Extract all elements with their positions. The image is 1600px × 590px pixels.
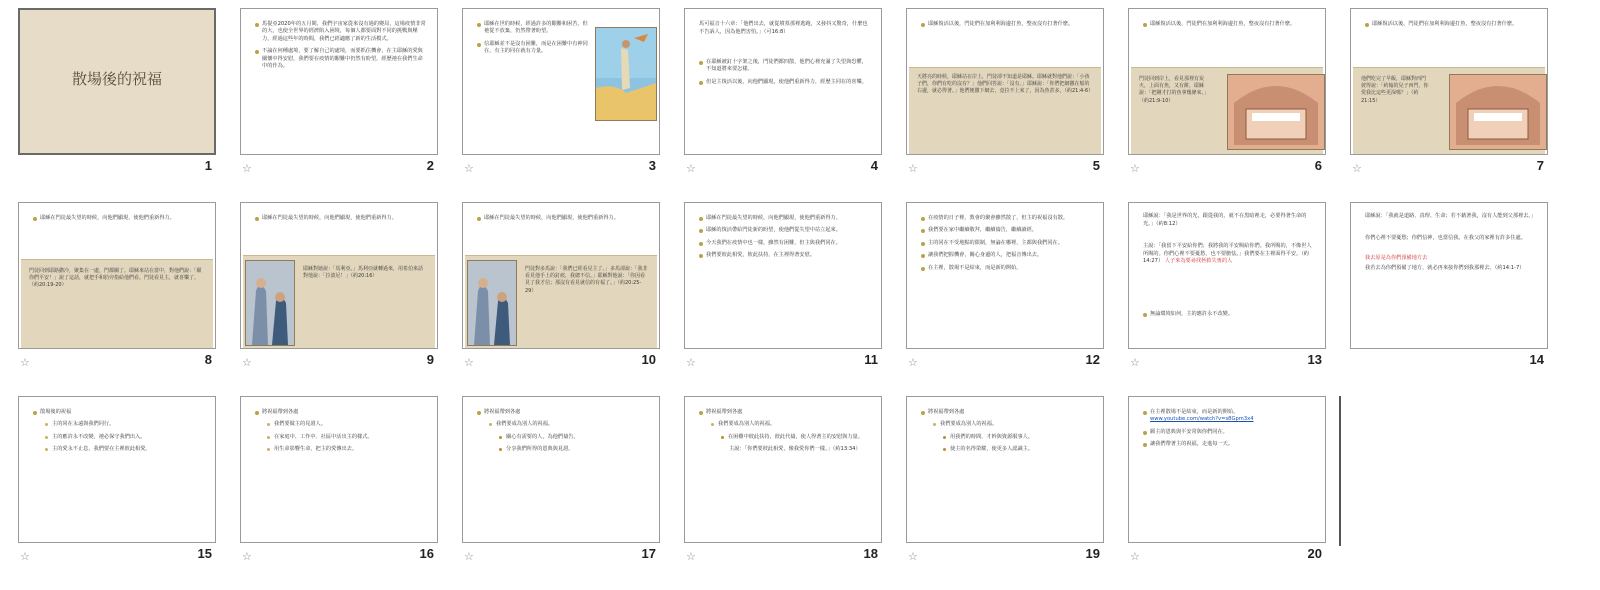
slide-number: 12 [1085,352,1100,367]
transition-star-icon[interactable]: ☆ [242,356,252,369]
slide-text: 耶穌說：「我是世界的光，跟從我的，就不在黑暗裡走，必要得著生命的光。」（約8:12） [1143,213,1307,227]
sub-bullet-text: 分享我們所得的恩典與見證。 [499,446,649,453]
mary-and-jesus-illustration [245,260,295,346]
bullet-text: 但是主復活以後，向他們顯現，使他們重新得力，經歷主同在的喜樂。 [699,79,871,86]
transition-star-icon[interactable]: ☆ [464,356,474,369]
bullet-text: 將祝福帶到各處 [477,409,649,416]
slide-preview[interactable] [684,396,882,543]
sub-bullet-text: 使主的名得榮耀，使更多人認識主。 [943,446,1093,453]
bullet-text: 耶穌在門徒最失望的時候，向他們顯現，使他們重新得力。 [477,215,649,222]
transition-star-icon[interactable]: ☆ [908,162,918,175]
bullet-text: 耶穌復活以後，門徒們在加利利海邊打魚，整夜沒有打著什麼。 [1143,21,1315,28]
slide-preview[interactable] [906,396,1104,543]
transition-star-icon[interactable]: ☆ [20,356,30,369]
slide-preview[interactable] [684,202,882,349]
scripture-text: 天將亮的時候，耶穌站在岸上，門徒卻不知道是耶穌。耶穌就對他們說：「小孩子們，你們有吃的沒有？」他們回答說：「沒有。」耶穌說：「你們把網撒在船的右邊，就必得著。」他們便撒下網去，竟拉不上來了，因為魚甚多。（約21:4-6） [917,74,1094,95]
slide-number: 10 [641,352,656,367]
scripture-text: 他們吃完了早飯，耶穌對西門彼得說：「約翰的兒子西門，你愛我比這些更深嗎？」（約21:15） [1361,76,1429,104]
video-link[interactable]: www.youtube.com/watch?v=s8Gpm3x4 [1150,416,1254,423]
slide-thumbnail-4[interactable] [684,8,882,196]
bullet-text: 將祝福帶到各處 [921,409,1093,416]
sub-bullet-text: 關心有需要的人，為他們禱告。 [499,434,649,441]
slide-number: 2 [426,158,434,173]
slide-number: 1 [204,158,212,173]
slide-text: 你們心裡不要憂愁；你們信神，也當信我。在我父的家裡有許多住處。 [1365,235,1526,241]
slide-text: 耶穌說：「我就是道路、真理、生命；若不藉著我，沒有人能到父那裡去。」 [1365,213,1537,219]
slide-thumbnail-9[interactable] [240,202,438,390]
scripture-text: 門徒回到耶路撒冷，聚集在一處，門都關了。耶穌來站在當中，對他們說：「願你們平安！」說了這話，就把手和肋旁指給他們看。門徒看見主，就喜樂了。（約20:19-20） [29,268,202,289]
slide-number: 5 [1092,158,1100,173]
bullet-text: 在主裡散場不是結束，而是新的開始。 www.youtube.com/watch?v=s8Gpm3x4 [1143,409,1315,424]
bullet-text: 我們要彼此相愛，彼此扶持，在主裡得著安慰。 [699,252,871,259]
bullet-text: 主的同在不受地點的限制，無論在哪裡，主都與我們同在。 [921,240,1093,247]
bullet-text: 耶穌復活以後，門徒們在加利利海邊打魚，整夜沒有打著什麼。 [921,21,1093,28]
slide-number: 18 [863,546,878,561]
sub-bullet-text: 主的同在永遠與我們同行。 [45,421,205,428]
slide-text: 馬可福音十六章：「他們出去，就從墳墓那裡逃跑，又發抖又驚奇，什麼也不告訴人，因為他們害怕。」（可16:8） [699,21,868,35]
slide-text: 我若去為你們預備了地方，就必再來接你們到我那裡去。（約14:1-7） [1365,265,1525,271]
slide-thumbnail-17[interactable] [462,396,660,584]
slide-title: 散場後的祝福 [71,70,162,88]
bullet-text: 耶穌在世的時候，經過許多的艱難和困苦，但祂從不放棄，仍然帶著盼望。 [477,21,589,36]
transition-star-icon[interactable]: ☆ [686,550,696,563]
scripture-text: 門徒對多馬說：「我們已經看見主了。」多馬卻說：「我非看見他手上的釘痕，我總不信。」耶穌對他說：「你因看見了我才信；那沒有看見就信的有福了。」（約20:25-29） [525,266,648,294]
sub-bullet-text: 我們要做主的見證人。 [267,421,427,428]
slide-thumbnail-18[interactable] [684,396,882,584]
slide-preview[interactable] [1350,8,1548,155]
sub-bullet-text: 主的愛永不止息，我們要在主裡彼此相愛。 [45,446,205,453]
scripture-box [909,67,1101,154]
bullet-text: 在疫情的日子裡，教會的聚會雖然散了，但主的祝福沒有散。 [921,215,1093,222]
transition-star-icon[interactable]: ☆ [1130,550,1140,563]
slide-number: 11 [864,352,878,367]
sub-bullet-text: 我們要成為別人的祝福。 [711,421,871,428]
bullet-text: 願主的恩典與平安常與你們同在。 [1143,429,1315,436]
slide-preview[interactable] [462,396,660,543]
bullet-text: 耶穌在門徒最失望的時候，向他們顯現，使他們重新得力。 [33,215,205,222]
scripture-box [243,255,435,348]
sub-bullet-text: 用生命影響生命，把主的愛傳出去。 [267,446,427,453]
transition-star-icon[interactable]: ☆ [686,356,696,369]
slide-thumbnail-16[interactable] [240,396,438,584]
slide-thumbnail-12[interactable] [906,202,1104,390]
slide-number: 9 [426,352,434,367]
transition-star-icon[interactable]: ☆ [686,162,696,175]
slide-text: 主說：「我留下平安給你們；我將我的平安賜給你們。我所賜的，不像世人所賜的。你們心裡不要憂愁，也不要膽怯。」我們要在主裡面得平安。（約14:27） 人子來為要尋找拯救失喪的人 [1143,243,1312,265]
slide-preview[interactable] [906,202,1104,349]
bullet-text: 散場後的祝福 [33,409,205,416]
bullet-text: 將祝福帶到各處 [255,409,427,416]
slide-preview[interactable] [18,8,216,155]
transition-star-icon[interactable]: ☆ [242,162,252,175]
slide-number: 4 [870,158,878,173]
bullet-text: 耶穌的復活帶給門徒新的盼望，使他們從失望中站立起來。 [699,227,871,234]
scripture-box [1131,67,1323,154]
slide-thumbnail-7[interactable] [1350,8,1548,196]
transition-star-icon[interactable]: ☆ [1352,162,1362,175]
slide-number: 13 [1307,352,1322,367]
sub-bullet-text: 在困難中彼此扶持，彼此代禱，使人得著主的安慰與力量。 [721,434,871,441]
sub-bullet-text: 主的應許永不改變，祂必保守我們出入。 [45,434,205,441]
transition-star-icon[interactable]: ☆ [242,550,252,563]
slide-number: 3 [648,158,656,173]
slide-preview[interactable] [18,202,216,349]
bullet-text: 耶穌在門徒最失望的時候，向他們顯現，使他們重新得力。 [255,215,427,222]
slide-thumbnail-5[interactable] [906,8,1104,196]
bullet-text: 將祝福帶到各處 [699,409,871,416]
slide-preview[interactable] [240,396,438,543]
slide-thumbnail-19[interactable] [906,396,1104,584]
slide-number: 8 [204,352,212,367]
note-text: 主說：「你們要彼此相愛，像我愛你們一樣。」（約13:34） [729,446,861,453]
slide-thumbnail-2[interactable] [240,8,438,196]
bullet-text: 耶穌在門徒最失望的時候，向他們顯現，使他們重新得力。 [699,215,871,222]
transition-star-icon[interactable]: ☆ [464,550,474,563]
slide-thumbnail-1[interactable] [18,8,216,196]
slide-preview[interactable] [240,202,438,349]
slide-preview[interactable] [1128,202,1326,349]
slide-number: 19 [1085,546,1100,561]
sub-bullet-text: 我們要成為別人的祝福。 [489,421,649,428]
slide-thumbnail-20[interactable] [1128,396,1326,584]
slide-number: 14 [1529,352,1544,367]
sub-bullet-text: 我們要成為別人的祝福。 [933,421,1093,428]
sub-bullet-text: 用我們的時間、才幹與資源服事人。 [943,434,1093,441]
slide-number: 6 [1314,158,1322,173]
scripture-text: 門徒回到岸上，看見那裡有炭火，上面有魚，又有餅，耶穌說：「把剛才打的魚拿幾條來。」（約21:9-10） [1139,76,1207,104]
slide-preview[interactable] [1128,8,1326,155]
highlighted-text: 人子來為要尋找拯救失喪的人 [1164,258,1233,265]
slide-preview[interactable] [18,396,216,543]
slide-number: 16 [419,546,434,561]
scripture-box [465,255,657,348]
transition-star-icon[interactable]: ☆ [908,356,918,369]
slide-number: 17 [641,546,656,561]
slide-preview[interactable] [462,8,660,155]
slide-thumbnail-3[interactable] [462,8,660,196]
bullet-text: 無論環境如何，主的應許永不改變。 [1143,311,1315,318]
slide-thumbnail-8[interactable] [18,202,216,390]
slide-preview[interactable] [240,8,438,155]
bullet-text: 我們要在家中繼續敬拜，繼續禱告，繼續讀經。 [921,227,1093,234]
slide-thumbnail-6[interactable] [1128,8,1326,196]
bullet-text: 馬提亞2020年的五月間，我們宇宙家從來沒有過的變局，這場疫情非常的大，也使全世界的經濟陷入困境，每個人都要面對不同的挑戰與壓力，經過這些年的時間，我們已經適應了新的生活模式。 [255,21,427,43]
slide-thumbnail-15[interactable] [18,396,216,584]
transition-star-icon[interactable]: ☆ [908,550,918,563]
bullet-text: 讓我們把握機會，關心身邊的人，把福音傳出去。 [921,252,1093,259]
sub-bullet-text: 在家庭中、工作中、社區中活出主的樣式。 [267,434,427,441]
slide-preview[interactable] [462,202,660,349]
slide-preview[interactable] [906,8,1104,155]
slide-number: 20 [1307,546,1322,561]
transition-star-icon[interactable]: ☆ [1130,356,1140,369]
bullet-text: 今天我們在疫情中也一樣，雖然有困難，但主與我們同在。 [699,240,871,247]
bullet-text: 信耶穌並不是沒有困難，而是在困難中有神同在，有主的同在就有力量。 [477,41,589,56]
bullet-text: 在主裡，散場不是結束，而是新的開始。 [921,265,1093,272]
transition-star-icon[interactable]: ☆ [1130,162,1140,175]
insertion-marker [1339,396,1341,546]
transition-star-icon[interactable]: ☆ [20,550,30,563]
highlighted-text: 我去原是為你們預備地方去 [1365,255,1428,261]
scripture-box [1353,67,1545,154]
slide-thumbnail-14[interactable] [1350,202,1548,390]
bullet-text: 不論在何種處境，要了解自己的處境，而要抓住機會，在主耶穌的愛與關懷中得安慰，我們要在疫情的艱難中仍然有盼望，經歷祂在我們生命中的作為。 [255,48,427,70]
slide-number: 15 [197,546,212,561]
slide-preview[interactable] [684,8,882,155]
slide-thumbnail-10[interactable] [462,202,660,390]
bullet-text: 讓我們帶著主的祝福，走進每一天。 [1143,441,1315,448]
bullet-text: 在耶穌被釘十字架之後，門徒們都四散，他們心裡充滿了失望與恐懼，不知道將來要怎樣。 [699,59,871,74]
slide-preview[interactable] [1128,396,1326,543]
mary-and-jesus-illustration [467,260,517,346]
slide-thumbnail-11[interactable] [684,202,882,390]
transition-star-icon[interactable]: ☆ [464,162,474,175]
jesus-on-cliff-illustration [595,27,657,121]
slide-thumbnail-13[interactable] [1128,202,1326,390]
scripture-text: 耶穌對她說：「馬利亞。」馬利亞就轉過來，用希伯來話對他說：「拉波尼！」（約20:16） [303,266,424,280]
scripture-box [21,259,213,348]
slide-number: 7 [1536,158,1544,173]
slide-preview[interactable] [1350,202,1548,349]
tomb-illustration [1449,74,1547,150]
tomb-illustration [1227,74,1325,150]
bullet-text: 耶穌復活以後，門徒們在加利利海邊打魚，整夜沒有打著什麼。 [1365,21,1537,28]
